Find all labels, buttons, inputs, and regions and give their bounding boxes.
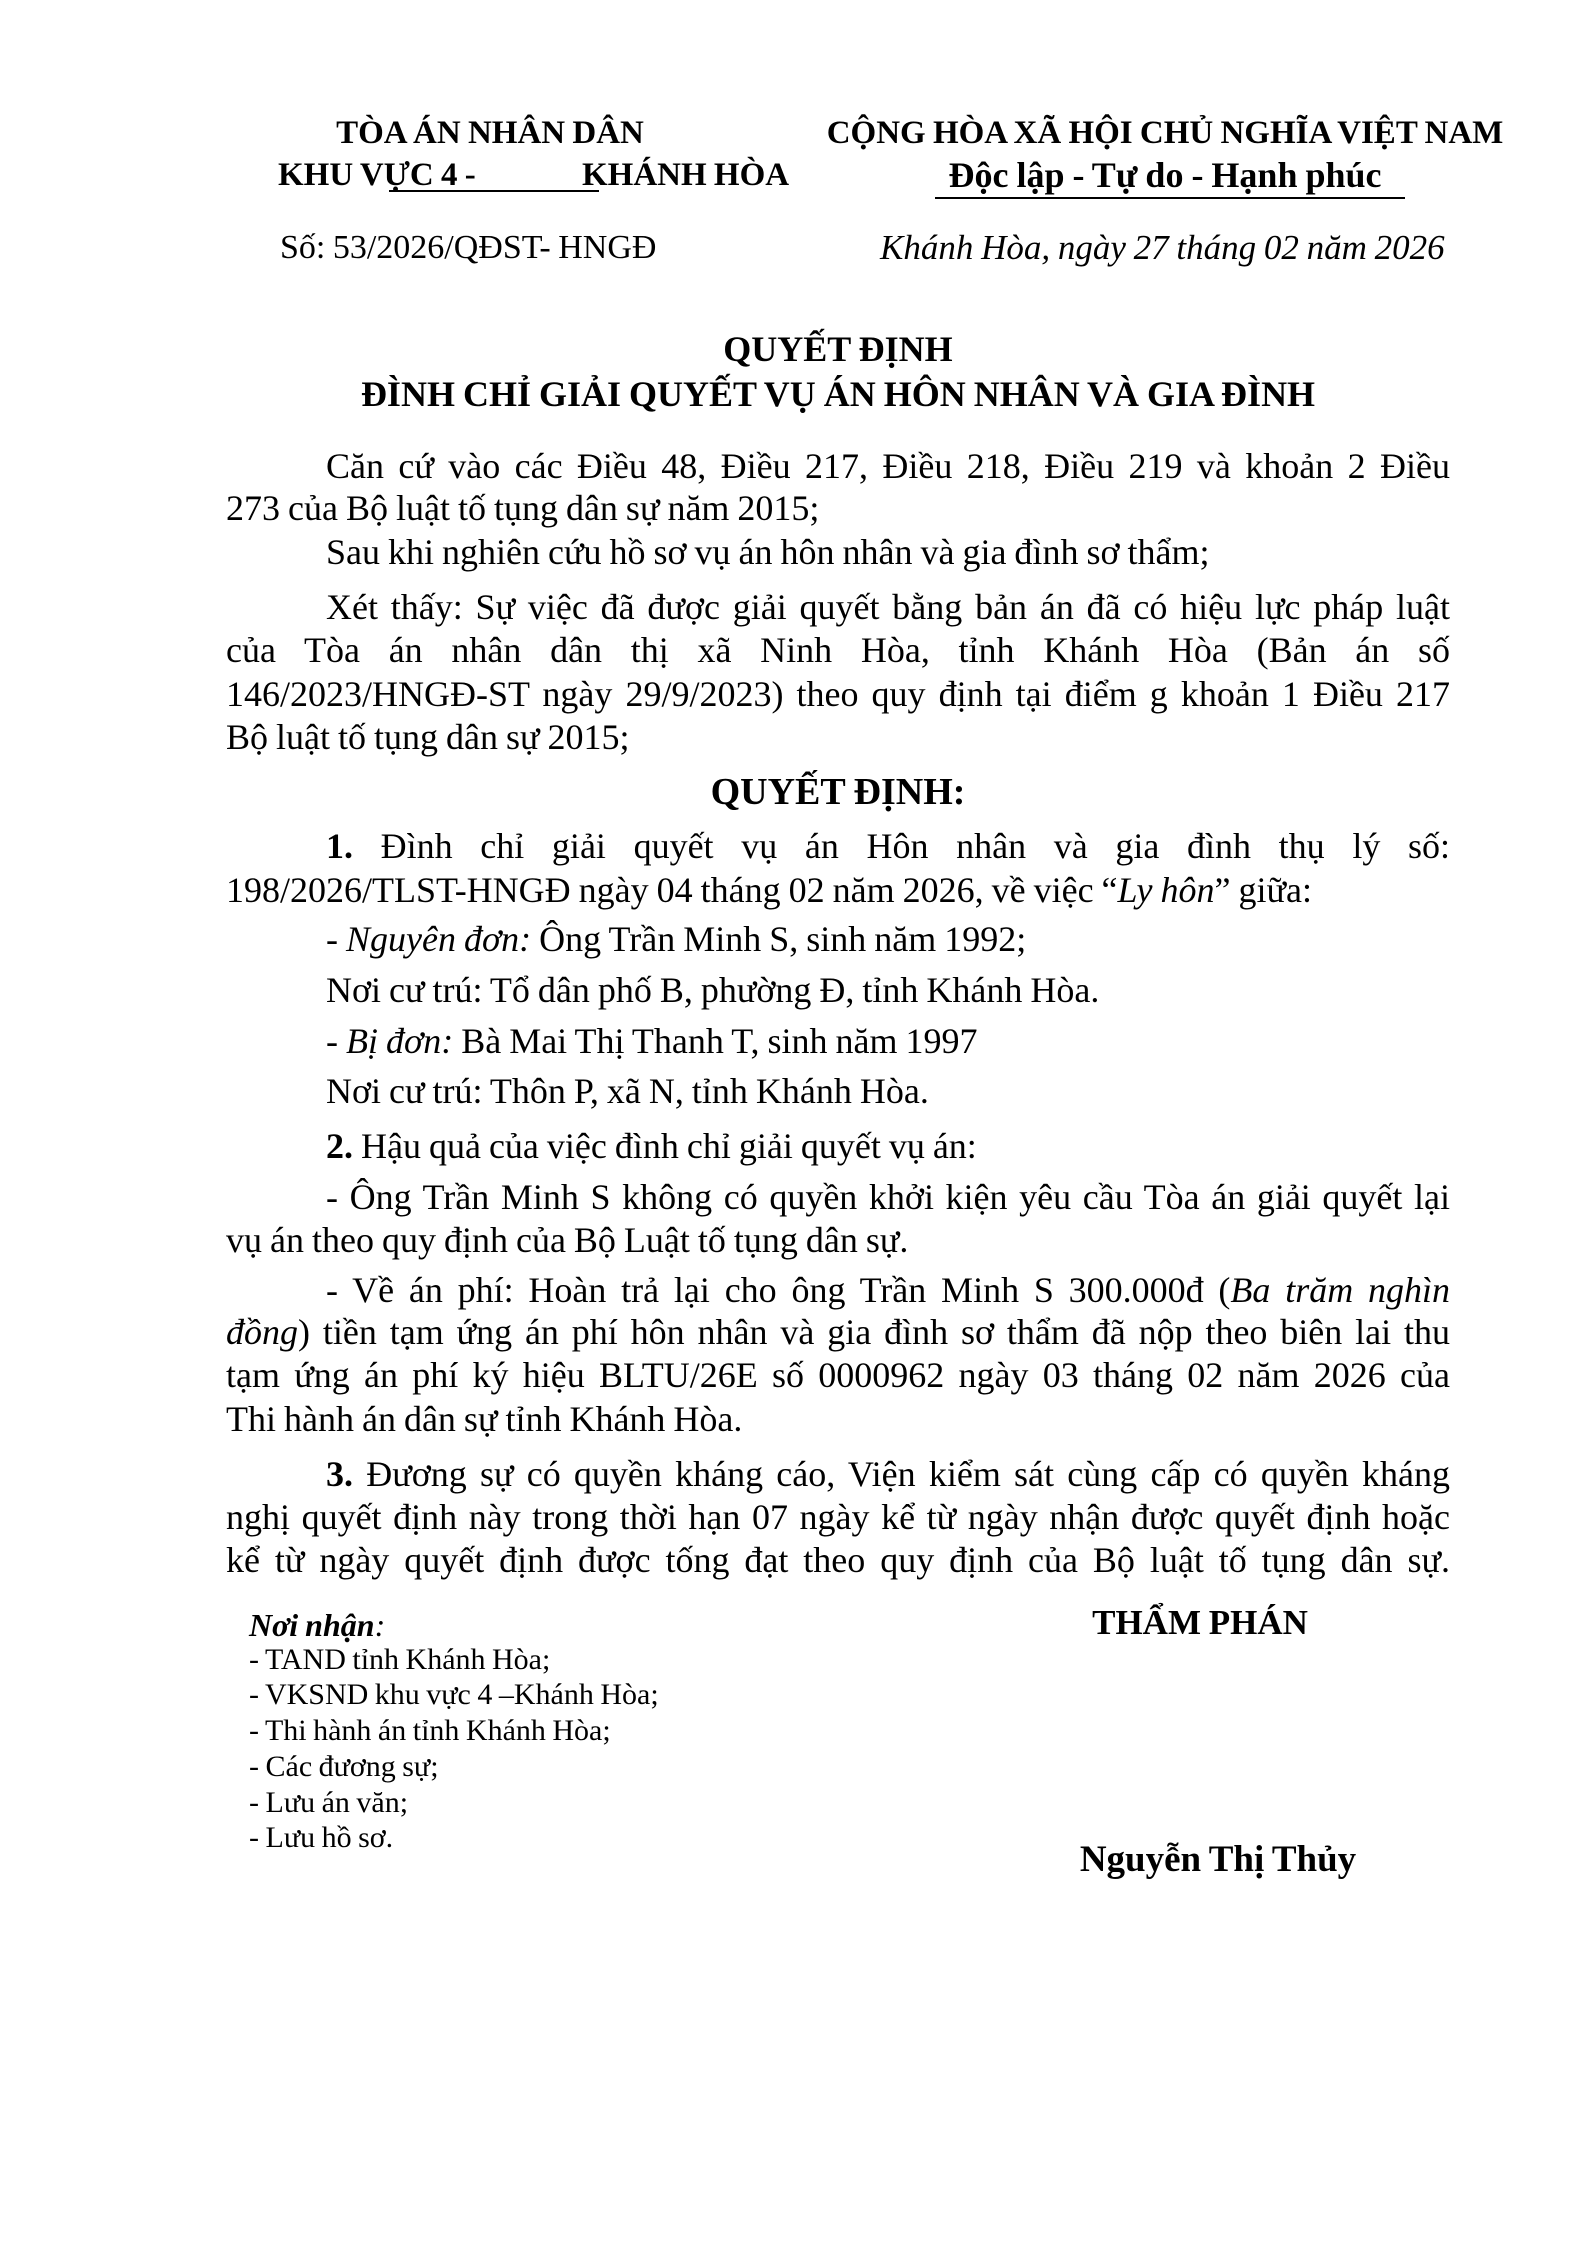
- court-underline: [389, 190, 599, 192]
- item-number: 3.: [326, 1454, 353, 1494]
- place-and-date: Khánh Hòa, ngày 27 tháng 02 năm 2026: [880, 228, 1445, 267]
- decision-item-2: [326, 1124, 1450, 1168]
- national-motto: Độc lập - Tự do - Hạnh phúc: [948, 155, 1382, 195]
- fee-amount-words: Ba trăm nghìn: [1230, 1270, 1450, 1310]
- document-number: Số: 53/2026/QĐST- HNGĐ: [280, 229, 657, 266]
- defendant-residence: Nơi cư trú: Thôn P, xã N, tỉnh Khánh Hòa.: [326, 1071, 929, 1111]
- recipient-item: - VKSND khu vực 4 –Khánh Hòa;: [249, 1678, 659, 1711]
- finding-line: Bộ luật tố tụng dân sự 2015;: [226, 717, 630, 757]
- defendant-line: [326, 1019, 1450, 1063]
- plaintiff-label: Nguyên đơn:: [346, 919, 532, 959]
- signer-name: Nguyễn Thị Thủy: [1079, 1839, 1357, 1880]
- item-text: Đương sự có quyền kháng cáo, Viện kiểm sát cùng cấp có quyền kháng: [353, 1454, 1450, 1494]
- item-text: Đình chỉ giải quyết vụ án Hôn nhân và gia đình thụ lý số:: [353, 826, 1450, 866]
- consequence-line: vụ án theo quy định của Bộ Luật tố tụng dân sự.: [226, 1220, 909, 1260]
- case-text: ” giữa:: [1214, 870, 1312, 910]
- court-area-prefix: KHU VỰC 4 -: [278, 157, 476, 193]
- recipients-colon: :: [374, 1607, 386, 1643]
- fee-line: [226, 1310, 1450, 1354]
- fee-line: Thi hành án dân sự tỉnh Khánh Hòa.: [226, 1399, 743, 1439]
- fee-line: [326, 1268, 1450, 1312]
- case-line: [226, 868, 1450, 912]
- nation-name: CỘNG HÒA XÃ HỘI CHỦ NGHĨA VIỆT NAM: [826, 115, 1504, 151]
- fee-text: - Về án phí: Hoàn trả lại cho ông Trần Minh S 300.000đ (: [326, 1270, 1231, 1310]
- item-number: 1.: [326, 826, 353, 866]
- dash: -: [326, 919, 346, 959]
- consequence-line: - Ông Trần Minh S không có quyền khởi kiện yêu cầu Tòa án giải quyết lại: [326, 1177, 1450, 1217]
- plaintiff-info: Ông Trần Minh S, sinh năm 1992;: [531, 919, 1027, 959]
- finding-line: Xét thấy: Sự việc đã được giải quyết bằng bản án đã có hiệu lực pháp luật: [326, 587, 1450, 627]
- recipient-item: - Các đương sự;: [249, 1750, 439, 1783]
- review-line: Sau khi nghiên cứu hồ sơ vụ án hôn nhân và gia đình sơ thẩm;: [326, 532, 1210, 572]
- legal-basis-line: Căn cứ vào các Điều 48, Điều 217, Điều 218, Điều 219 và khoản 2 Điều: [326, 446, 1450, 486]
- court-area-suffix: KHÁNH HÒA: [582, 157, 790, 193]
- motto-underline: [935, 197, 1405, 199]
- case-type: Ly hôn: [1117, 870, 1215, 910]
- finding-line: 146/2023/HNGĐ-ST ngày 29/9/2023) theo quy định tại điểm g khoản 1 Điều 217: [226, 674, 1450, 714]
- decision-heading: QUYẾT ĐỊNH:: [710, 771, 966, 813]
- recipients-label-text: Nơi nhận: [249, 1607, 375, 1643]
- legal-basis-line: 273 của Bộ luật tố tụng dân sự năm 2015;: [226, 488, 820, 528]
- appeal-line: kể từ ngày quyết định được tống đạt theo quy định của Bộ luật tố tụng dân sự.: [226, 1540, 1450, 1580]
- recipients-label: [249, 1603, 385, 1647]
- recipient-item: - Lưu án văn;: [249, 1786, 409, 1819]
- plaintiff-residence: Nơi cư trú: Tổ dân phố B, phường Đ, tỉnh Khánh Hòa.: [326, 970, 1100, 1010]
- recipient-item: - TAND tỉnh Khánh Hòa;: [249, 1643, 551, 1676]
- appeal-line: nghị quyết định này trong thời hạn 07 ngày kể từ ngày nhận được quyết định hoặc: [226, 1497, 1450, 1537]
- signer-title: THẨM PHÁN: [1092, 1603, 1308, 1642]
- case-text: 198/2026/TLST-HNGĐ ngày 04 tháng 02 năm 2026, về việc “: [226, 870, 1118, 910]
- item-number: 2.: [326, 1126, 353, 1166]
- plaintiff-line: [326, 917, 1450, 961]
- document-subtitle: ĐÌNH CHỈ GIẢI QUYẾT VỤ ÁN HÔN NHÂN VÀ GIA ĐÌNH: [360, 374, 1316, 414]
- decision-item-3: [326, 1452, 1450, 1496]
- defendant-label: Bị đơn:: [346, 1021, 454, 1061]
- item-text: Hậu quả của việc đình chỉ giải quyết vụ án:: [353, 1126, 977, 1166]
- document-title: QUYẾT ĐỊNH: [723, 329, 953, 369]
- dash: -: [326, 1021, 346, 1061]
- fee-text: ) tiền tạm ứng án phí hôn nhân và gia đình sơ thẩm đã nộp theo biên lai thu: [298, 1312, 1450, 1352]
- recipient-item: - Thi hành án tỉnh Khánh Hòa;: [249, 1714, 611, 1747]
- fee-amount-words: đồng: [226, 1312, 298, 1352]
- fee-line: tạm ứng án phí ký hiệu BLTU/26E số 0000962 ngày 03 tháng 02 năm 2026 của: [226, 1355, 1450, 1395]
- decision-item-1: [326, 824, 1450, 868]
- recipient-item: - Lưu hồ sơ.: [249, 1821, 394, 1854]
- defendant-info: Bà Mai Thị Thanh T, sinh năm 1997: [453, 1021, 978, 1061]
- court-name: TÒA ÁN NHÂN DÂN: [336, 115, 644, 151]
- finding-line: của Tòa án nhân dân thị xã Ninh Hòa, tỉnh Khánh Hòa (Bản án số: [226, 630, 1450, 670]
